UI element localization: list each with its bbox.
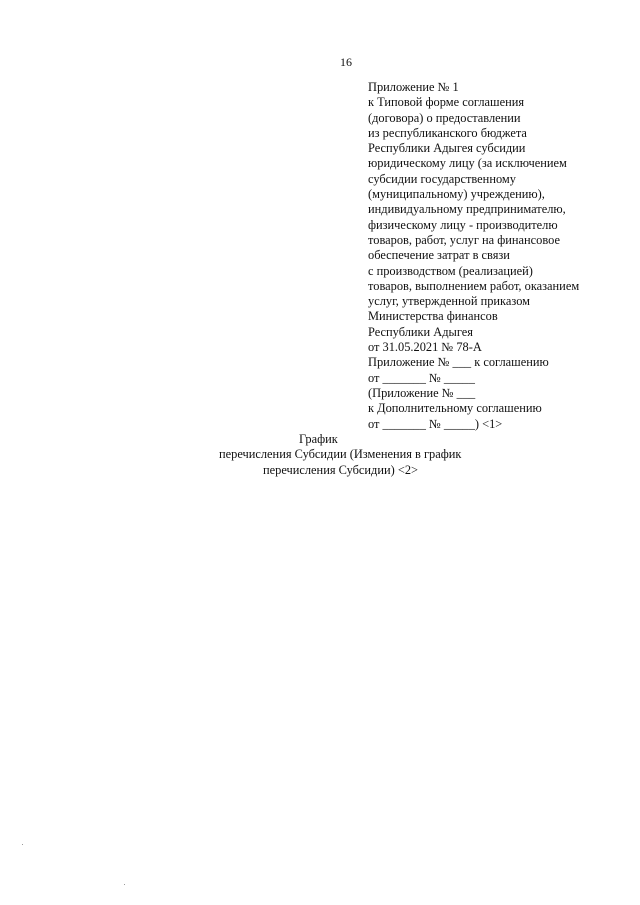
appendix-line: обеспечение затрат в связи: [368, 248, 510, 263]
scan-speck: [124, 884, 125, 885]
appendix-line: к Типовой форме соглашения: [368, 95, 525, 110]
appendix-line: от _______ № _____: [368, 370, 475, 385]
appendix-line: услуг, утвержденной приказом: [368, 294, 530, 309]
appendix-line: товаров, выполнением работ, оказанием: [368, 278, 580, 293]
appendix-line: субсидии государственному: [368, 171, 516, 186]
schedule-title-line: перечисления Субсидии (Изменения в график: [219, 447, 462, 462]
appendix-line: Приложение № ___ к соглашению: [368, 355, 549, 370]
appendix-line: с производством (реализацией): [368, 263, 533, 278]
scan-speck: [22, 844, 23, 845]
appendix-line: Республики Адыгея: [368, 324, 473, 339]
appendix-line: индивидуальному предпринимателю,: [368, 202, 566, 217]
schedule-title-line: График: [299, 432, 338, 446]
appendix-line: Республики Адыгея субсидии: [368, 141, 526, 156]
schedule-title: [0, 432, 640, 478]
appendix-line: товаров, работ, услуг на финансовое: [368, 232, 560, 247]
appendix-line: из республиканского бюджета: [368, 125, 527, 140]
appendix-line: к Дополнительному соглашению: [368, 401, 542, 416]
appendix-line: Министерства финансов: [368, 309, 498, 324]
appendix-line: (Приложение № ___: [368, 385, 476, 400]
page-number: 16: [340, 55, 352, 69]
appendix-line: физическому лицу - производителю: [368, 217, 558, 232]
appendix-line: юридическому лицу (за исключением: [368, 156, 567, 171]
appendix-line: от 31.05.2021 № 78-А: [368, 340, 482, 355]
appendix-line: Приложение № 1: [368, 80, 459, 94]
appendix-header: [368, 80, 579, 432]
schedule-title-line: перечисления Субсидии) <2>: [263, 462, 419, 477]
appendix-line: (договора) о предоставлении: [368, 110, 521, 125]
appendix-line: от _______ № _____) <1>: [368, 416, 503, 431]
appendix-line: (муниципальному) учреждению),: [368, 187, 545, 202]
